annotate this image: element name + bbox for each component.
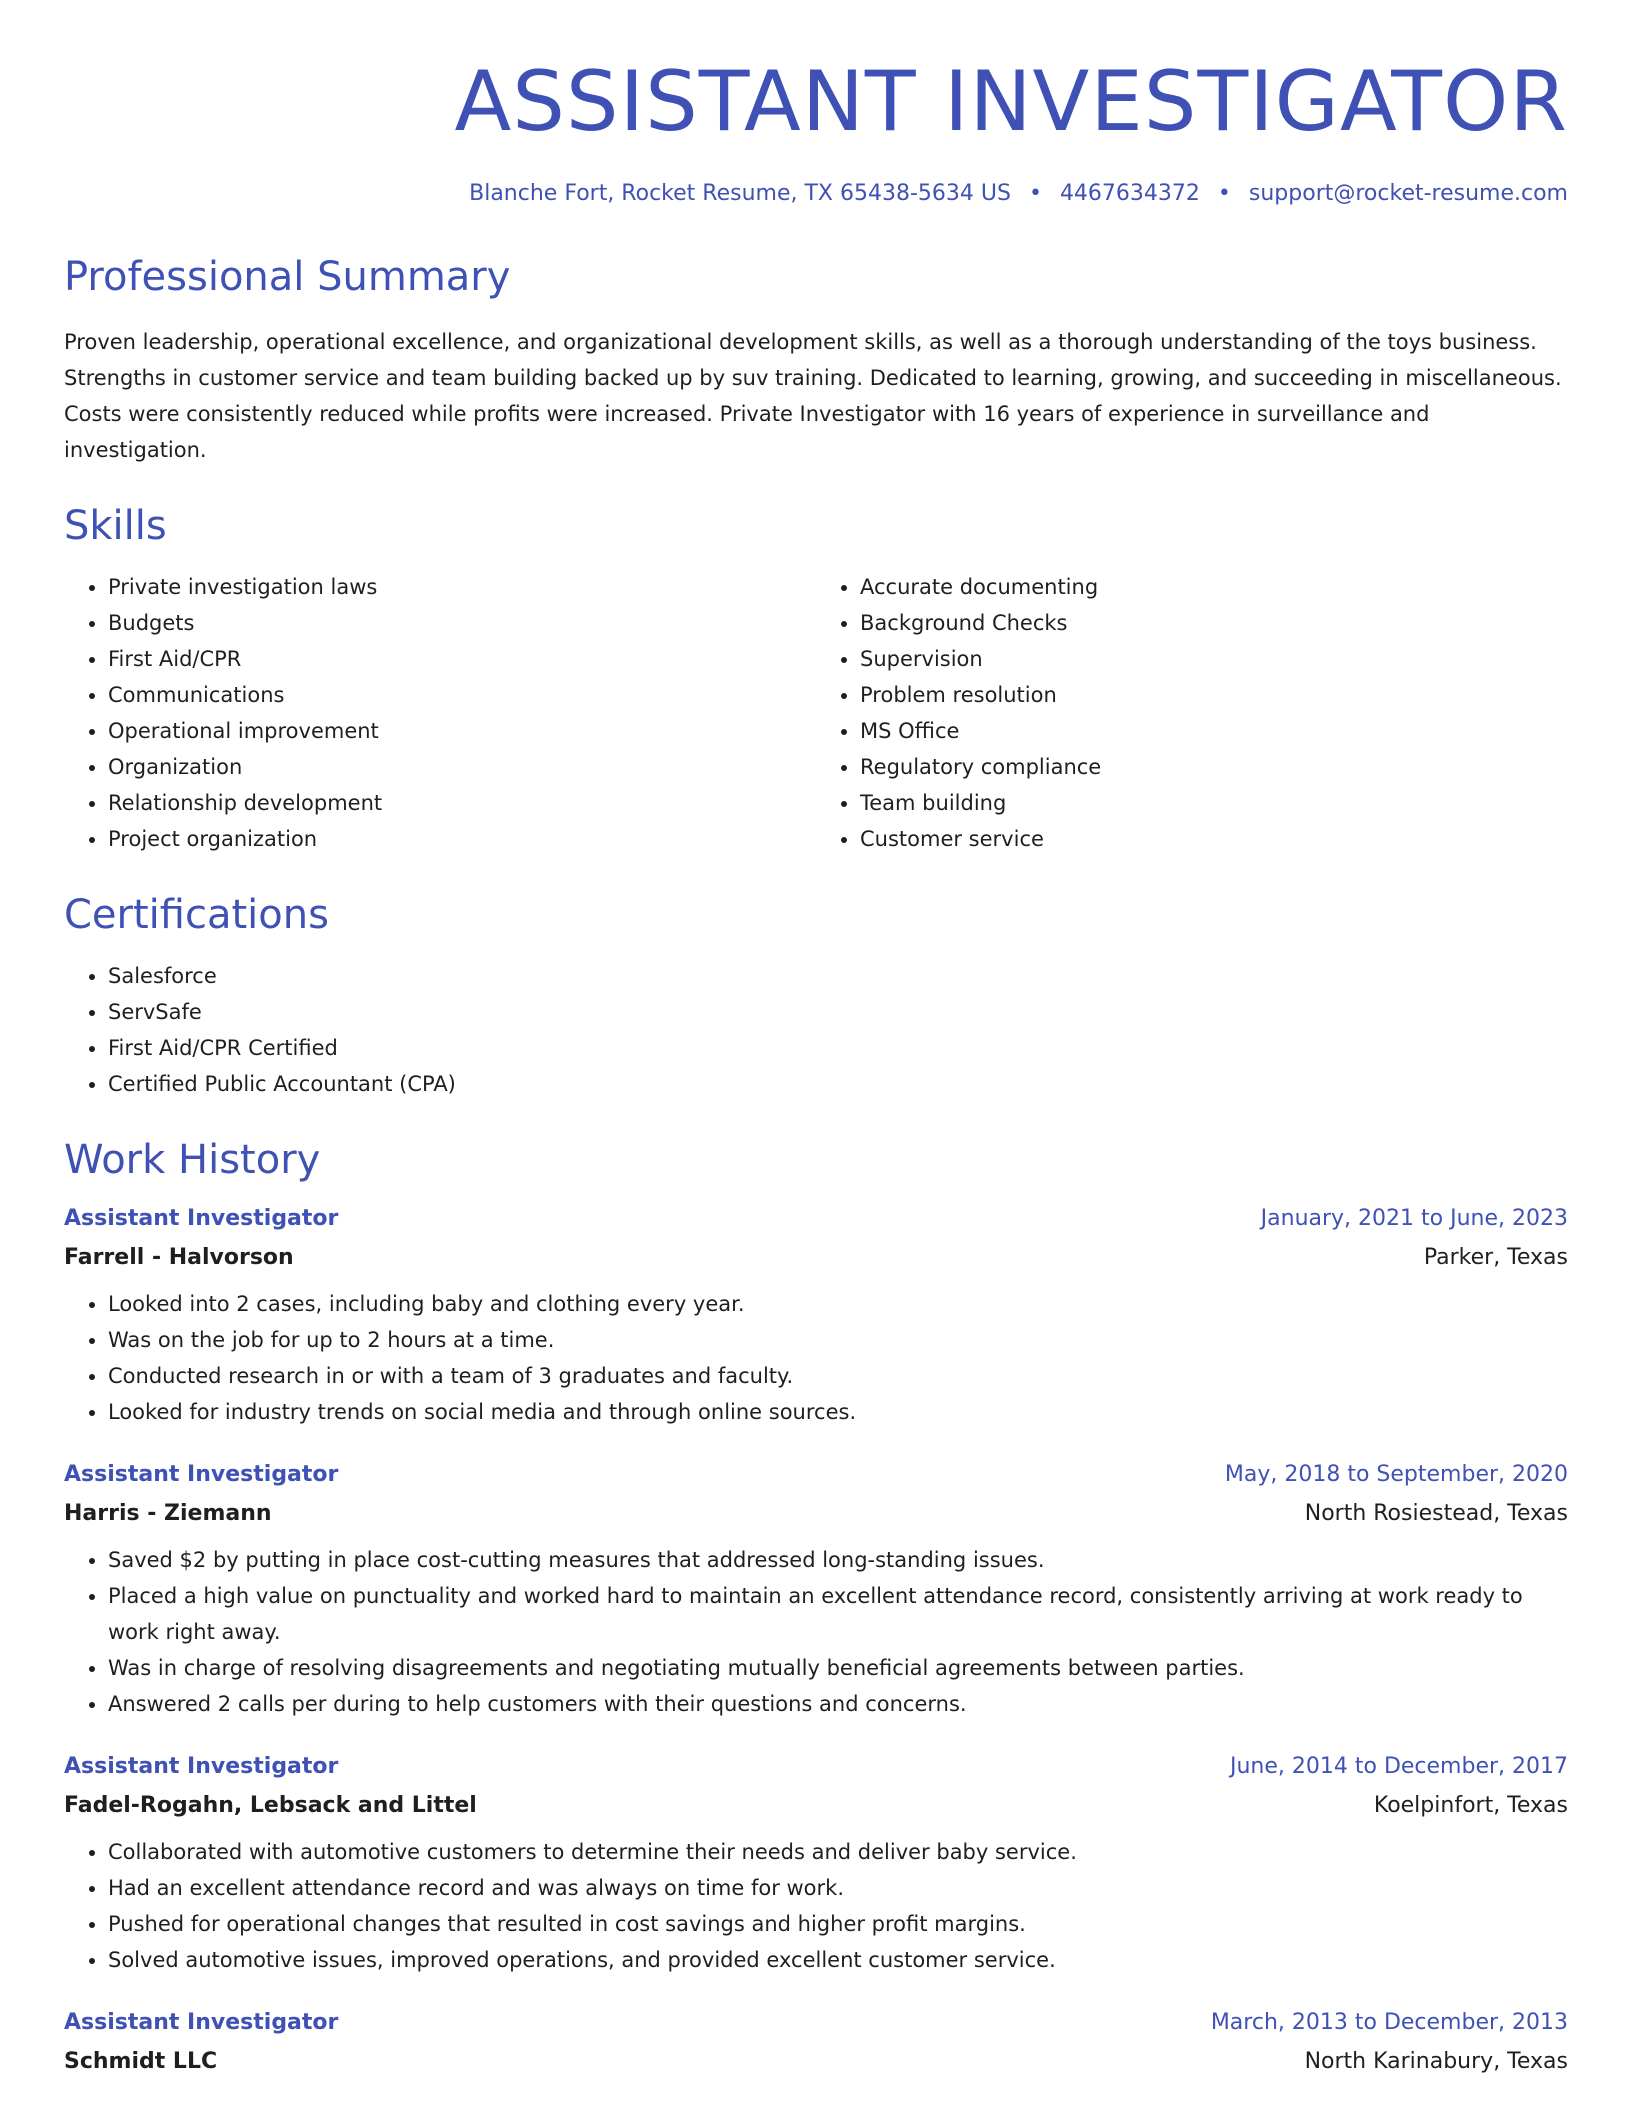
work-history-heading: Work History (64, 1137, 321, 1183)
job-entry (64, 1464, 1568, 1722)
contact-phone: 4467634372 (1059, 181, 1200, 206)
list-item: • First Aid/CPR Certified (108, 1030, 1568, 1066)
skills-list-left (64, 569, 816, 857)
list-item: • Conducted research in or with a team of 3 graduates and faculty. (108, 1358, 1568, 1394)
contact-email[interactable]: support@rocket-resume.com (1248, 181, 1568, 206)
list-item: • Organization (108, 749, 816, 785)
list-item: • Operational improvement (108, 713, 816, 749)
skills-heading: Skills (64, 503, 167, 549)
list-item: • Background Checks (860, 605, 1568, 641)
job-entry (64, 1756, 1568, 1978)
contact-separator: • (1028, 181, 1042, 206)
list-item: • Placed a high value on punctuality and worked hard to maintain an excellent attendance record, consistently arriving at work ready to work right away. (108, 1578, 1568, 1650)
job-header (64, 1756, 1568, 1778)
job-location: Parker, Texas (1423, 1245, 1568, 1270)
list-item: • Accurate documenting (860, 569, 1568, 605)
list-item: • Relationship development (108, 785, 816, 821)
work-history-section (64, 1137, 1568, 2074)
job-location: North Karinabury, Texas (1304, 2049, 1568, 2074)
job-entry (64, 2012, 1568, 2073)
list-item: • Collaborated with automotive customers to determine their needs and deliver baby service. (108, 1834, 1568, 1870)
job-title: Assistant Investigator (64, 2010, 339, 2035)
page-title: ASSISTANT INVESTIGATOR (454, 53, 1568, 150)
job-bullets (64, 1286, 1568, 1430)
list-item: • MS Office (860, 713, 1568, 749)
list-item: • Looked for industry trends on social media and through online sources. (108, 1394, 1568, 1430)
job-company: Fadel-Rogahn, Lebsack and Littel (64, 1793, 477, 1818)
list-item: • Answered 2 calls per during to help customers with their questions and concerns. (108, 1686, 1568, 1722)
list-item: • Looked into 2 cases, including baby and clothing every year. (108, 1286, 1568, 1322)
job-header (64, 1208, 1568, 1230)
job-subheader (64, 1247, 1568, 1269)
certifications-heading: Certifications (64, 892, 329, 938)
skills-column-left (64, 569, 816, 857)
job-bullets (64, 1834, 1568, 1978)
list-item: • Regulatory compliance (860, 749, 1568, 785)
list-item: • Customer service (860, 821, 1568, 857)
list-item: • Budgets (108, 605, 816, 641)
list-item: • Team building (860, 785, 1568, 821)
job-company: Farrell - Halvorson (64, 1245, 294, 1270)
job-subheader (64, 1503, 1568, 1525)
list-item: • Supervision (860, 641, 1568, 677)
job-header (64, 2012, 1568, 2034)
contact-line (64, 183, 1568, 205)
list-item: • ServSafe (108, 994, 1568, 1030)
list-item: • Private investigation laws (108, 569, 816, 605)
job-dates: June, 2014 to December, 2017 (1229, 1754, 1568, 1779)
job-location: Koelpinfort, Texas (1373, 1793, 1568, 1818)
job-dates: March, 2013 to December, 2013 (1210, 2010, 1568, 2035)
list-item: • Saved $2 by putting in place cost-cutting measures that addressed long-standing issues. (108, 1542, 1568, 1578)
job-title: Assistant Investigator (64, 1754, 339, 1779)
certifications-section (64, 892, 1568, 1102)
summary-section (64, 254, 1568, 468)
list-item: • Had an excellent attendance record and was always on time for work. (108, 1870, 1568, 1906)
job-entry (64, 1208, 1568, 1430)
job-dates: May, 2018 to September, 2020 (1224, 1462, 1568, 1487)
job-dates: January, 2021 to June, 2023 (1260, 1206, 1568, 1231)
job-header (64, 1464, 1568, 1486)
certifications-list (64, 958, 1568, 1102)
contact-address: Blanche Fort, Rocket Resume, TX 65438-5634 US (469, 181, 1011, 206)
list-item: • Certified Public Accountant (CPA) (108, 1066, 1568, 1102)
job-list (64, 1208, 1568, 2073)
skills-list-right (816, 569, 1568, 857)
job-company: Harris - Ziemann (64, 1501, 272, 1526)
list-item: • Was in charge of resolving disagreements and negotiating mutually beneficial agreements between parties. (108, 1650, 1568, 1686)
job-subheader (64, 2051, 1568, 2073)
list-item: • Problem resolution (860, 677, 1568, 713)
skills-section (64, 503, 1568, 857)
summary-text: Proven leadership, operational excellence, and organizational development skills, as well as a thorough understanding of the toys business. Strengths in customer service and team building backed up by suv training. Dedicated to learning, growing, and succeeding in miscellaneous. Costs were consistently reduced while profits were increased. Private Investigator with 16 years of experience in surveillance and investigation. (64, 330, 1562, 462)
job-bullets (64, 1542, 1568, 1722)
job-title: Assistant Investigator (64, 1206, 339, 1231)
skills-columns (64, 569, 1568, 857)
job-title: Assistant Investigator (64, 1462, 339, 1487)
summary-heading: Professional Summary (64, 254, 511, 300)
job-location: North Rosiestead, Texas (1304, 1501, 1568, 1526)
skills-column-right (816, 569, 1568, 857)
list-item: • Project organization (108, 821, 816, 857)
resume-page (64, 0, 1568, 2073)
list-item: • Was on the job for up to 2 hours at a time. (108, 1322, 1568, 1358)
list-item: • Communications (108, 677, 816, 713)
list-item: • Salesforce (108, 958, 1568, 994)
list-item: • First Aid/CPR (108, 641, 816, 677)
job-subheader (64, 1795, 1568, 1817)
list-item: • Solved automotive issues, improved operations, and provided excellent customer service. (108, 1942, 1568, 1978)
contact-separator: • (1217, 181, 1231, 206)
list-item: • Pushed for operational changes that resulted in cost savings and higher profit margins. (108, 1906, 1568, 1942)
job-company: Schmidt LLC (64, 2049, 218, 2074)
